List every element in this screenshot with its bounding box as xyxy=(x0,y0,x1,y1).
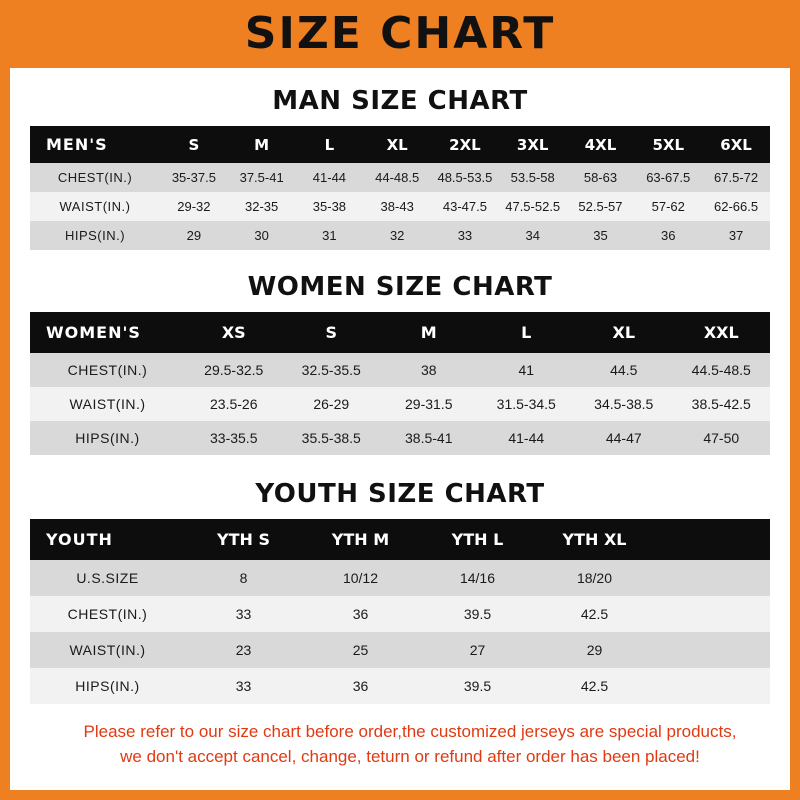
table-cell: 47-50 xyxy=(673,421,771,455)
men-header-cell: 4XL xyxy=(567,126,635,163)
table-row xyxy=(30,668,770,704)
women-section-title: WOMEN SIZE CHART xyxy=(247,272,553,302)
table-cell: 34.5-38.5 xyxy=(575,387,673,421)
table-cell: 31.5-34.5 xyxy=(478,387,576,421)
table-cell xyxy=(653,560,770,596)
table-row xyxy=(30,353,770,387)
men-section-title: MAN SIZE CHART xyxy=(272,86,528,116)
youth-header-cell xyxy=(653,519,770,560)
table-cell: 52.5-57 xyxy=(567,192,635,221)
table-cell: 38.5-41 xyxy=(380,421,478,455)
table-cell: 35 xyxy=(567,221,635,250)
bottom-accent-bar xyxy=(10,790,790,800)
table-cell: 42.5 xyxy=(536,668,653,704)
table-cell xyxy=(653,668,770,704)
youth-header-cell: YOUTH xyxy=(30,519,185,560)
women-size-table xyxy=(30,312,770,455)
table-row xyxy=(30,560,770,596)
men-header-cell: 6XL xyxy=(702,126,770,163)
row-label: CHEST(IN.) xyxy=(30,596,185,632)
table-cell: 36 xyxy=(302,668,419,704)
table-cell: 33 xyxy=(185,668,302,704)
women-header-cell: WOMEN'S xyxy=(30,312,185,353)
table-cell: 29-32 xyxy=(160,192,228,221)
row-label: WAIST(IN.) xyxy=(30,192,160,221)
youth-section-title: YOUTH SIZE CHART xyxy=(255,479,545,509)
table-cell: 41-44 xyxy=(296,163,364,192)
table-cell: 30 xyxy=(228,221,296,250)
men-size-table xyxy=(30,126,770,250)
men-header-cell: 3XL xyxy=(499,126,567,163)
row-label: HIPS(IN.) xyxy=(30,668,185,704)
table-header-row xyxy=(30,519,770,560)
table-cell: 38.5-42.5 xyxy=(673,387,771,421)
table-cell: 43-47.5 xyxy=(431,192,499,221)
women-header-cell: L xyxy=(478,312,576,353)
footer-note-line-2: we don't accept cancel, change, teturn or refund after order has been placed! xyxy=(120,746,700,766)
table-cell: 57-62 xyxy=(634,192,702,221)
table-cell: 48.5-53.5 xyxy=(431,163,499,192)
table-row xyxy=(30,596,770,632)
youth-header-cell: YTH XL xyxy=(536,519,653,560)
table-cell xyxy=(653,632,770,668)
women-header-cell: XS xyxy=(185,312,283,353)
row-label: CHEST(IN.) xyxy=(30,353,185,387)
men-header-cell: MEN'S xyxy=(30,126,160,163)
table-cell: 44.5-48.5 xyxy=(673,353,771,387)
table-cell: 26-29 xyxy=(283,387,381,421)
table-cell: 18/20 xyxy=(536,560,653,596)
table-cell: 31 xyxy=(296,221,364,250)
men-header-cell: S xyxy=(160,126,228,163)
women-header-cell: XXL xyxy=(673,312,771,353)
women-header-cell: M xyxy=(380,312,478,353)
table-cell: 23 xyxy=(185,632,302,668)
table-cell: 42.5 xyxy=(536,596,653,632)
row-label: WAIST(IN.) xyxy=(30,632,185,668)
table-cell: 37 xyxy=(702,221,770,250)
youth-header-cell: YTH S xyxy=(185,519,302,560)
table-cell: 33 xyxy=(431,221,499,250)
table-cell: 33-35.5 xyxy=(185,421,283,455)
table-row xyxy=(30,192,770,221)
table-cell: 67.5-72 xyxy=(702,163,770,192)
women-header-cell: XL xyxy=(575,312,673,353)
table-cell: 37.5-41 xyxy=(228,163,296,192)
row-label: CHEST(IN.) xyxy=(30,163,160,192)
footer-note xyxy=(30,720,790,769)
table-row xyxy=(30,421,770,455)
row-label: WAIST(IN.) xyxy=(30,387,185,421)
table-cell: 27 xyxy=(419,632,536,668)
table-cell: 41-44 xyxy=(478,421,576,455)
table-cell: 14/16 xyxy=(419,560,536,596)
table-cell: 35-37.5 xyxy=(160,163,228,192)
men-header-cell: XL xyxy=(363,126,431,163)
table-cell: 41 xyxy=(478,353,576,387)
table-cell: 29 xyxy=(160,221,228,250)
table-cell: 29 xyxy=(536,632,653,668)
table-cell: 44.5 xyxy=(575,353,673,387)
table-cell: 33 xyxy=(185,596,302,632)
table-cell: 53.5-58 xyxy=(499,163,567,192)
table-header-row xyxy=(30,126,770,163)
youth-header-cell: YTH L xyxy=(419,519,536,560)
table-row xyxy=(30,221,770,250)
table-cell: 38-43 xyxy=(363,192,431,221)
table-row xyxy=(30,387,770,421)
table-cell: 62-66.5 xyxy=(702,192,770,221)
men-header-cell: 5XL xyxy=(634,126,702,163)
table-cell: 32.5-35.5 xyxy=(283,353,381,387)
table-cell: 63-67.5 xyxy=(634,163,702,192)
table-cell: 35-38 xyxy=(296,192,364,221)
table-cell: 38 xyxy=(380,353,478,387)
row-label: U.S.SIZE xyxy=(30,560,185,596)
men-header-cell: M xyxy=(228,126,296,163)
table-cell: 35.5-38.5 xyxy=(283,421,381,455)
women-header-cell: S xyxy=(283,312,381,353)
row-label: HIPS(IN.) xyxy=(30,221,160,250)
table-cell: 29.5-32.5 xyxy=(185,353,283,387)
table-cell: 44-48.5 xyxy=(363,163,431,192)
table-cell: 47.5-52.5 xyxy=(499,192,567,221)
table-cell: 36 xyxy=(302,596,419,632)
table-cell: 29-31.5 xyxy=(380,387,478,421)
content xyxy=(10,86,790,769)
table-cell: 25 xyxy=(302,632,419,668)
table-cell xyxy=(653,596,770,632)
men-header-cell: 2XL xyxy=(431,126,499,163)
table-cell: 58-63 xyxy=(567,163,635,192)
table-row xyxy=(30,632,770,668)
table-row xyxy=(30,163,770,192)
table-cell: 23.5-26 xyxy=(185,387,283,421)
table-cell: 32-35 xyxy=(228,192,296,221)
men-header-cell: L xyxy=(296,126,364,163)
table-header-row xyxy=(30,312,770,353)
table-cell: 34 xyxy=(499,221,567,250)
table-cell: 8 xyxy=(185,560,302,596)
table-cell: 44-47 xyxy=(575,421,673,455)
table-cell: 32 xyxy=(363,221,431,250)
table-cell: 39.5 xyxy=(419,596,536,632)
banner xyxy=(10,0,790,68)
youth-header-cell: YTH M xyxy=(302,519,419,560)
table-cell: 36 xyxy=(634,221,702,250)
table-cell: 10/12 xyxy=(302,560,419,596)
row-label: HIPS(IN.) xyxy=(30,421,185,455)
footer-note-line-1: Please refer to our size chart before order,the customized jerseys are special products, xyxy=(83,722,737,741)
youth-size-table xyxy=(30,519,770,704)
page-title: SIZE CHART xyxy=(244,8,556,59)
table-cell: 39.5 xyxy=(419,668,536,704)
